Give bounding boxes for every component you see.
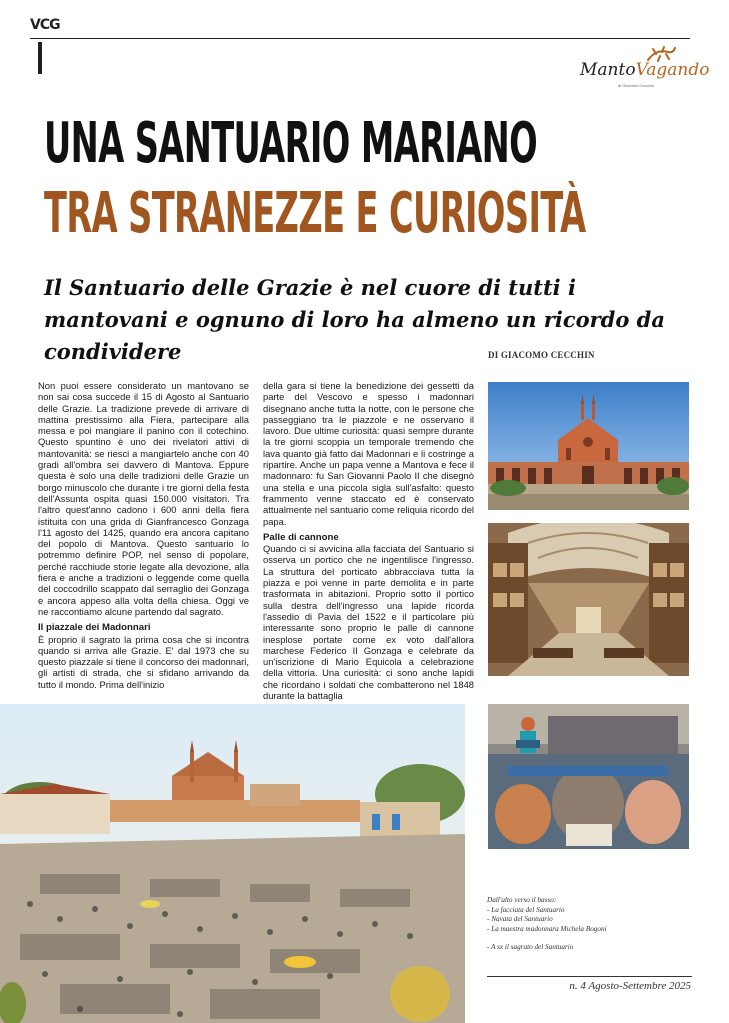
caption-line: - La maestra madonnara Michela Bogoni — [487, 924, 607, 933]
caption-line: Dall'alto verso il basso: — [487, 896, 557, 904]
logo-subtitle: di Giacomo Cecchin — [618, 83, 654, 88]
vertical-bar — [38, 42, 42, 74]
logo-text-b: Vagando — [635, 60, 710, 80]
paragraph: Non puoi essere considerato un mantovano se non sai cosa succede il 15 di Agosto al Santuario delle Grazie. La tradizione prevede di arrivare di mattina prestissimo alla Fiera, partecipare alla messa e poi mangiare il panino con il cotechino. Questo spuntino è uno dei rivelatori attivi di mantovanità: se riesci a mangiartelo anche con 40 gradi all'ombra sei davvero di Mantova. Eppure questa è solo una delle tradizioni delle Grazie un borgo minuscolo che durante i tre giorni della festa dell'Assunta ospita quasi 150.000 visitatori. Tra l'altro quest'anno cadono i 600 anni della fiera istituita con una grida di Gianfrancesco Gonzaga l'11 agosto del 1425, quando era ancora capitano del popolo di Mantova. Questo santuario lo potremmo definire POP, nel senso di popolare, perché racchiude storie legate alla devozione, alla fiera e anche a tradizioni o leggende come quella del coccodrillo scappato dal serraglio dei Gonzaga e ancora appeso alla volta della chiesa. Oggi ve ne raccontiamo alcune partendo dal sagrato. — [38, 380, 249, 617]
footer-rule — [487, 976, 692, 977]
section-heading: Il piazzale dei Madonnari — [38, 622, 151, 634]
logo-text — [580, 60, 710, 80]
brand-mark: VCG — [30, 17, 60, 33]
section-heading: Palle di cannone — [263, 531, 339, 543]
title-line-2: TRA STRANEZZE E CURIOSITÀ — [44, 181, 586, 246]
issue-info: n. 4 Agosto-Settembre 2025 — [569, 980, 691, 992]
paragraph: È proprio il sagrato la prima cosa che si incontra quando si arriva alle Grazie. E' dal 1973 che su questo piazzale si tiene il concorso dei madonnari, gli artisti di strada, che si sfidano arrivando da tutto il mondo. Prima dell'inizio — [38, 633, 249, 690]
subtitle: Il Santuario delle Grazie è nel cuore di tutti i mantovani e ognuno di loro ha almeno un ricordo da condividere — [44, 275, 665, 364]
paragraph: Quando ci si avvicina alla facciata del Santuario si osserva un portico che ne ingentilisce l'ingresso. La struttura del porticato abbracciava tutta la piazza e poi venne in parte demolita e in parte trasformata in abitazioni. Proprio sotto il portico sulla destra dell'ingresso una lapide ricorda l'assedio di Pavia del 1522 e il particolare più interessante sono proprio le palle di cannone inesplose portate come ex voto dall'allora marchese Federico II Gonzaga e celebrate da un'iscrizione di Mario Equicola a celebrazione della vittoria. Una curiosità: ci sono anche lapidi che ricordano i soldati che combatterono nel 1848 durante la battaglia — [263, 543, 474, 702]
text-column-2 — [263, 380, 474, 701]
title-line-1: UNA SANTUARIO MARIANO — [44, 111, 538, 176]
photo-caption — [487, 896, 692, 953]
mantovagando-logo — [576, 46, 710, 90]
byline: DI GIACOMO CECCHIN — [488, 350, 595, 360]
top-rule — [30, 38, 690, 39]
photo-nave — [488, 523, 689, 676]
text-column-1 — [38, 380, 249, 690]
paragraph: della gara si tiene la benedizione dei gessetti da parte del Vescovo e spesso i madonnari disegnano anche tutta la notte, con le persone che passeggiano tra le piazzole e ne osservano il lavoro. Due ultime curiosità: quasi sempre durante la tre giorni scoppia un temporale tremendo che lava quanto già fatto dai Madonnari e li costringe a ripartire. Anche un papa venne a Mantova e fece il madonnaro: fu San Giovanni Paolo II che disegnò una stella e una piccola sigla sull'asfalto: questo frammento venne staccato ed è conservato attualmente nel santuario come reliquia ricordo del papa. — [263, 380, 474, 527]
logo-text-a: Manto — [580, 60, 636, 80]
caption-line: - A sx il sagrato del Santuario — [487, 943, 574, 952]
caption-line: - Navata del Santuario — [487, 915, 553, 924]
photo-sagrato — [0, 704, 465, 1023]
photo-madonnara — [488, 704, 689, 849]
photo-facade — [488, 382, 689, 510]
caption-line: - La facciata del Santuario — [487, 905, 565, 914]
